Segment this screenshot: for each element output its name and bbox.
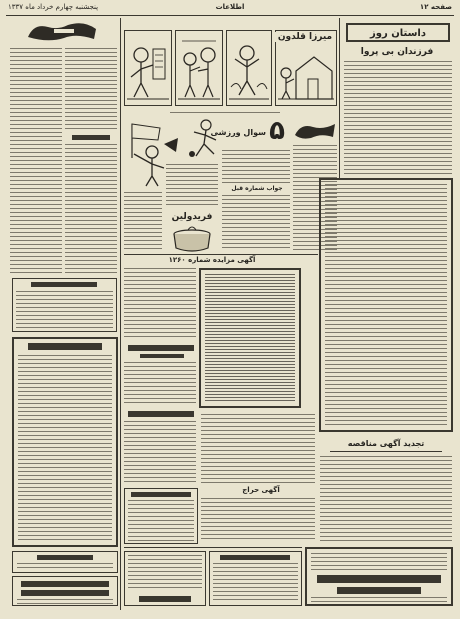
column-logo (24, 21, 100, 43)
bottom-notice-box-2-heading (220, 555, 290, 560)
sports-answer-heading: جواب شماره قبل (231, 185, 283, 192)
story-text-top (344, 61, 452, 174)
news-logo-graphic (293, 121, 337, 141)
column-separator-left (120, 18, 121, 610)
comic-panel-1 (124, 30, 172, 106)
bottom-notice-box-1-text (128, 500, 194, 541)
comic-panel-2-drawing (176, 31, 222, 105)
pot-illustration (168, 226, 216, 254)
left-small-box-text (16, 291, 113, 329)
governorate-notice-subheading (140, 354, 184, 358)
story-title: فرزندان بی پروا (360, 47, 434, 57)
store-ad-headline (317, 575, 441, 583)
sports-figure (186, 118, 222, 160)
comic-panel-3-drawing (227, 31, 271, 105)
comic-strip (124, 20, 337, 110)
header-rule (6, 15, 454, 16)
left-bottom-box-2-heading (21, 581, 109, 587)
bank-notice-box (124, 551, 206, 606)
bank-notice-text (128, 555, 202, 591)
purchase-tender-text (124, 421, 196, 483)
left-feature-box (12, 337, 118, 547)
left-text-col-b (65, 48, 117, 132)
left-bottom-box-2 (12, 576, 118, 606)
comic-panel-4-drawing (276, 31, 336, 105)
left-small-box (12, 278, 117, 332)
bottom-notice-box-2 (209, 551, 302, 606)
store-ad-text (311, 553, 447, 571)
left-col-b-heading (72, 135, 110, 140)
sports-text (222, 150, 290, 184)
tender-heading-rule (330, 451, 442, 452)
middle-left-text (124, 192, 162, 250)
boxed-notice (199, 268, 301, 408)
store-ad-box (305, 547, 453, 606)
news-text (293, 145, 337, 250)
left-small-box-heading (31, 282, 97, 287)
governorate-notice-heading (128, 345, 194, 351)
left-bottom-box-1-heading (37, 555, 93, 560)
column-separator-right (339, 18, 340, 178)
comic-title: میرزا قلدون (274, 32, 336, 42)
sale-notice-text (201, 498, 315, 542)
store-ad-name (337, 587, 421, 594)
news-logo (293, 121, 337, 141)
story-text-continued (325, 184, 447, 426)
bottom-notice-box-1 (124, 488, 198, 544)
left-feature-heading (28, 343, 102, 350)
tender-notice-text (320, 456, 452, 542)
page-number: صفحه ۱۲ (419, 3, 452, 11)
governorate-notice-text (124, 362, 196, 406)
sports-figure-drawing (186, 118, 222, 160)
left-bottom-box-1 (12, 551, 118, 573)
comic-panel-2 (175, 30, 223, 106)
left-bottom-box-2-text (17, 599, 113, 604)
middle-band-rule (124, 254, 318, 255)
sports-title: سوال ورزشی (210, 128, 266, 137)
left-feature-text (18, 355, 112, 543)
left-text-col-b2 (65, 144, 117, 274)
sports-number: ۵ (269, 116, 285, 146)
bottom-notice-box-2-text (213, 563, 298, 603)
left-bottom-box-1-text (17, 563, 113, 571)
left-text-col-a (10, 48, 62, 274)
left-bottom-box-2-line (21, 590, 109, 596)
bottom-band-rule (124, 547, 302, 548)
bank-notice-footer (139, 596, 191, 602)
header-date: پنجشنبه چهارم خرداد ماه ۱۳۳۷ (8, 3, 99, 11)
ad-cartoon-illustration (168, 226, 216, 254)
ad-cartoon-text (166, 164, 218, 208)
story-section-label: داستان روز (346, 23, 450, 42)
story-continuation-frame (319, 178, 453, 432)
purchase-tender-heading (128, 411, 194, 417)
store-ad-footer (311, 597, 447, 602)
boxed-notice-text (205, 274, 295, 402)
ad-cartoon-title: فریدولین (171, 212, 213, 222)
sale-notice-heading: آگهی حراج (242, 486, 280, 494)
middle-notice-text (201, 414, 315, 484)
newspaper-name: اطلاعات (215, 3, 245, 11)
bottom-notice-box-1-heading (131, 492, 191, 497)
auction-notice-heading: آگهی مزایده شماره ۱۲۶۰ (168, 256, 256, 264)
comic-panel-3 (226, 30, 272, 106)
sports-answer-text (222, 195, 290, 250)
column-logo-graphic (24, 21, 100, 43)
tender-notice-heading: تجدید آگهی مناقصه (347, 439, 425, 448)
comic-panel-1-drawing (125, 31, 171, 105)
auction-notice-text (124, 268, 196, 340)
